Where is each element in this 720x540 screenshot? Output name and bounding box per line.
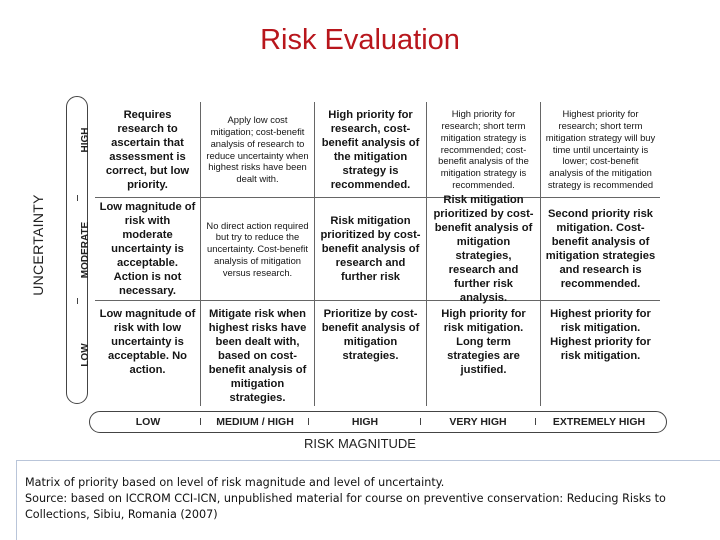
x-level-medium-high: MEDIUM / HIGH bbox=[216, 416, 294, 428]
y-axis-title: UNCERTAINTY bbox=[30, 194, 46, 296]
matrix-cell-low-mediumhigh: Mitigate risk when highest risks have been dealt with, based on cost-benefit analysis of mitigation strategies. bbox=[201, 301, 315, 406]
y-level-moderate: MODERATE bbox=[80, 221, 91, 279]
caption-source-line: Collections, Sibiu, Romania (2007) bbox=[25, 508, 218, 522]
x-axis-tick bbox=[308, 418, 309, 425]
caption-source-line: Source: based on ICCROM CCI-ICN, unpublished material for course on preventive conservation: Reducing Risks to bbox=[25, 492, 666, 506]
x-axis-tick bbox=[535, 418, 536, 425]
y-level-high: HIGH bbox=[80, 127, 91, 153]
matrix-cell-moderate-low: Low magnitude of risk with moderate uncertainty is acceptable. Action is not necessary. bbox=[95, 198, 201, 301]
matrix-cell-moderate-extremelyhigh: Second priority risk mitigation. Cost-benefit analysis of mitigation strategies and research is recommended. bbox=[541, 198, 660, 301]
caption-line: Matrix of priority based on level of risk magnitude and level of uncertainty. bbox=[25, 476, 445, 489]
caption-box bbox=[16, 460, 720, 540]
matrix-cell-low-high: Prioritize by cost-benefit analysis of mitigation strategies. bbox=[315, 301, 427, 406]
y-level-low: LOW bbox=[80, 343, 91, 367]
x-axis-title: RISK MAGNITUDE bbox=[304, 436, 416, 451]
x-level-very-high: VERY HIGH bbox=[449, 416, 507, 428]
x-level-low: LOW bbox=[135, 416, 161, 428]
matrix-cell-moderate-mediumhigh: No direct action required but try to reduce the uncertainty. Cost-benefit analysis of mitigation versus research. bbox=[201, 198, 315, 301]
matrix-cell-moderate-high: Risk mitigation prioritized by cost-benefit analysis of research and further risk bbox=[315, 198, 427, 301]
slide-title: Risk Evaluation bbox=[260, 24, 460, 56]
matrix-cell-low-veryhigh: High priority for risk mitigation. Long term strategies are justified. bbox=[427, 301, 541, 406]
matrix-cell-high-veryhigh: High priority for research; short term mitigation strategy is recommended; cost-benefit analysis of the mitigation strategy is recommended. bbox=[427, 102, 541, 198]
risk-matrix bbox=[95, 102, 660, 406]
matrix-cell-low-extremelyhigh: Highest priority for risk mitigation. Highest priority for risk mitigation. bbox=[550, 308, 651, 362]
matrix-cell-high-low: Requires research to ascertain that assessment is correct, but low priority. bbox=[95, 102, 201, 198]
y-axis-tick bbox=[77, 195, 78, 201]
matrix-cell-moderate-veryhigh: Risk mitigation prioritized by cost-benefit analysis of mitigation strategies, research and further risk analysis. bbox=[427, 198, 541, 301]
matrix-cell-low-low: Low magnitude of risk with low uncertainty is acceptable. No action. bbox=[95, 301, 201, 406]
matrix-cell-high-mediumhigh: Apply low cost mitigation; cost-benefit analysis of research to reduce uncertainty when highest risks have been dealt with. bbox=[201, 102, 315, 198]
x-axis-tick bbox=[420, 418, 421, 425]
y-axis-tick bbox=[77, 298, 78, 304]
matrix-cell-high-high: High priority for research, cost-benefit analysis of the mitigation strategy is recommended. bbox=[315, 102, 427, 198]
x-level-high: HIGH bbox=[351, 416, 379, 428]
x-axis-tick bbox=[200, 418, 201, 425]
x-level-extremely-high: EXTREMELY HIGH bbox=[552, 416, 646, 428]
matrix-cell-high-extremelyhigh: Highest priority for research; short term mitigation strategy will buy time until uncertainty is lower; cost-benefit analysis of the mitigation strategy is recommended bbox=[541, 102, 660, 198]
